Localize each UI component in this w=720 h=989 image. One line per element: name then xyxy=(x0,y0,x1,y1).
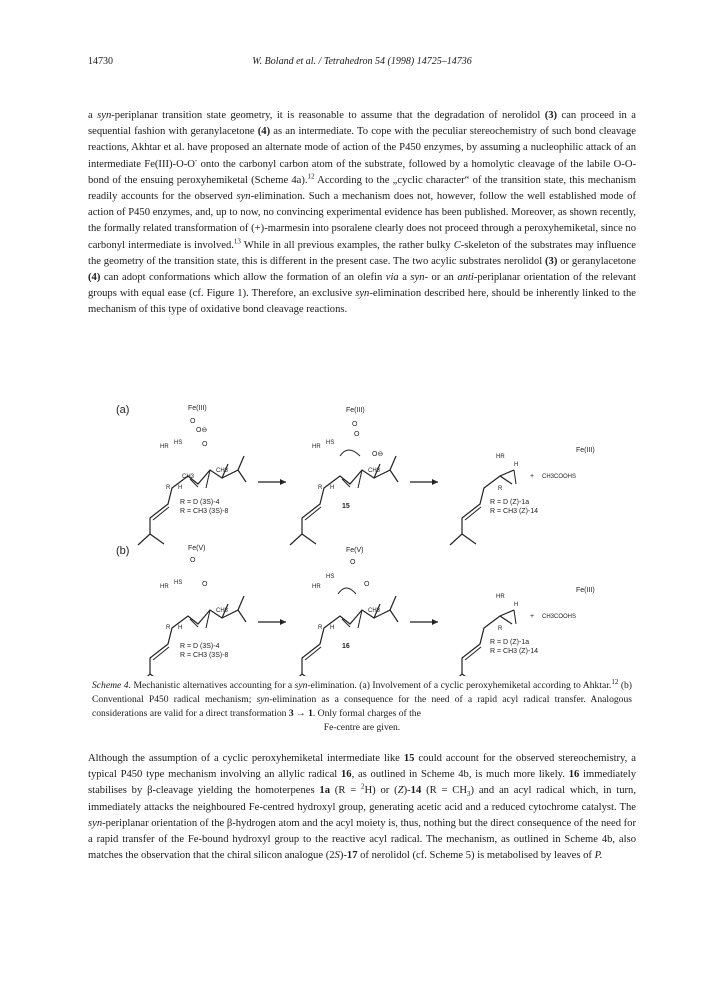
product-b-line2: R = CH3 (Z)-14 xyxy=(490,648,539,655)
substrate-a xyxy=(138,405,246,545)
svg-text:HR: HR xyxy=(160,584,169,590)
svg-text:CH3: CH3 xyxy=(368,608,381,614)
product-a-line2: R = CH3 (Z)-14 xyxy=(490,508,539,515)
svg-text:HS: HS xyxy=(174,440,183,446)
svg-text:H: H xyxy=(178,485,183,491)
body-paragraph-1: a syn-periplanar transition state geometry, it is reasonable to assume that the degradation of nerolidol (3) can proceed in a sequential fashion with geranylacetone (4) as an intermediate. To cope with the peculiar stereochemistry of such bond cleavage reactions, Akhtar et al. have proposed an alternate mode of action of the P450 enzymes, by assuming a nucleophilic attack of an intermediate Fe(III)-O-O- onto the carbonyl carbon atom of the substrate, followed by a homolytic cleavage of the labile O-O-bond of the ensuing peroxyhemiketal (Scheme 4a).$^{12}$ According to the „cyclic character“ of the transition state, this mechanism readily accounts for the observed syn-elimination. Such a mechanism does not, however, follow the well established mode of action of P450 enzymes, and, up to now, no convincing experimental evidence has been published. Moreover, as shown recently, the formally related transformation of (+)-marmesin into psoralene clearly does not proceed through a peroxyhemiketal, since no carbonyl intermediate is involved.$^{13}$ While in all previous examples, the rather bulky C-skeleton of the substrates may influence the geometry of the transition state, this is different in the present case. The two acylic substrates nerolidol (3) or geranylacetone (4) can adopt conformations which allow the formation of an olefin via a syn- or an anti-periplanar orientation of the relevant groups with equal ease (cf. Figure 1). Therefore, an exclusive syn-elimination described here, should be inherently linked to the mechanism of this type of oxidative bond cleavage reactions. xyxy=(88,110,637,316)
scheme-caption: Scheme 4. Mechanistic alternatives accounting for a syn-elimination. (a) Involvement of a cyclic peroxyhemiketal according to Ahktar.$^{12}$ (b) Conventional P450 radical mechanism; syn-elimination as a consequence for the need of a rapid acyl radical transfer. Analogous considerations are valid for a direct transformation 3 → 1. Only formal charges of the Fe-centre are given. xyxy=(92,677,633,733)
svg-text:HR: HR xyxy=(312,444,321,450)
svg-text:O: O xyxy=(354,431,360,438)
svg-text:O: O xyxy=(350,559,356,566)
product-b xyxy=(450,587,595,676)
reaction-scheme-4 xyxy=(110,386,630,676)
product-b-line1: R = D (Z)-1a xyxy=(490,639,530,646)
svg-text:O: O xyxy=(190,418,196,425)
svg-text:O: O xyxy=(202,441,208,448)
svg-text:R: R xyxy=(498,626,503,632)
svg-text:R: R xyxy=(498,486,503,492)
svg-text:O: O xyxy=(364,581,370,588)
svg-text:HR: HR xyxy=(496,594,505,600)
svg-text:CH3: CH3 xyxy=(216,608,229,614)
svg-text:R: R xyxy=(166,625,171,631)
svg-text:R: R xyxy=(166,485,171,491)
svg-text:HR: HR xyxy=(496,454,505,460)
svg-text:R: R xyxy=(318,625,323,631)
svg-text:Fe(III): Fe(III) xyxy=(576,587,595,594)
substrate-a-line1: R = D (3S)-4 xyxy=(180,499,220,506)
svg-text:O⊖: O⊖ xyxy=(372,451,384,458)
svg-text:H: H xyxy=(514,602,519,608)
svg-text:CH3COOHS: CH3COOHS xyxy=(542,614,577,620)
svg-text:Fe(III): Fe(III) xyxy=(576,447,595,454)
body-paragraph-2: Although the assumption of a cyclic peroxyhemiketal intermediate like 15 could account for the observed stereochemistry, a typical P450 type mechanism involving an allylic radical 16, as outlined in Scheme 4b, is much more likely. 16 immediately stabilises by β-cleavage yielding the homoterpenes 1a (R = $^2$H) or (Z)-14 $(R = CH_3)$ and an acyl radical which, in turn, immediately attacks the neighboured Fe-centred hydroxyl group, generating acetic acid and a reduced cytochrome catalyst. The syn-periplanar orientation of the β-hydrogen atom and the acyl moiety is, thus, nothing but the direct consequence of the need for a rapid transfer of the Fe-bound hydroxyl group to the reactive acyl radical. The mechanism, as outlined in Scheme 4b, also matches the observation that the chiral silicon analogue (2S)-17 of nerolidol (cf. Scheme 5) is metabolised by leaves of P. xyxy=(88,753,636,862)
svg-text:HS: HS xyxy=(326,440,335,446)
compound-15: 15 xyxy=(342,503,350,510)
svg-text:H: H xyxy=(330,625,335,631)
citation-13: 13 xyxy=(233,237,241,246)
svg-text:HS: HS xyxy=(174,580,183,586)
running-title: W. Boland et al. / Tetrahedron 54 (1998) 14725–14736 xyxy=(252,56,472,67)
svg-text:CH3COOHS: CH3COOHS xyxy=(542,474,577,480)
svg-text:HS: HS xyxy=(326,574,335,580)
intermediate-16 xyxy=(290,547,398,676)
svg-text:O: O xyxy=(190,557,196,564)
svg-text:Fe(III): Fe(III) xyxy=(346,407,365,414)
svg-text:O⊖: O⊖ xyxy=(196,427,208,434)
svg-text:+: + xyxy=(530,473,535,480)
svg-text:O: O xyxy=(352,421,358,428)
svg-text:HR: HR xyxy=(160,444,169,450)
running-header xyxy=(88,56,636,70)
svg-text:H: H xyxy=(330,485,335,491)
svg-text:Fe(III): Fe(III) xyxy=(188,405,207,412)
label-a: (a) xyxy=(116,404,130,416)
product-a-line1: R = D (Z)-1a xyxy=(490,499,530,506)
compound-16: 16 xyxy=(342,643,350,650)
svg-text:CH3: CH3 xyxy=(182,474,195,480)
svg-text:H: H xyxy=(178,625,183,631)
citation-12: 12 xyxy=(307,172,315,181)
intermediate-15 xyxy=(290,407,398,545)
svg-text:H: H xyxy=(514,462,519,468)
svg-text:Fe(V): Fe(V) xyxy=(188,545,206,552)
substrate-b-line2: R = CH3 (3S)-8 xyxy=(180,652,229,659)
svg-text:HR: HR xyxy=(312,584,321,590)
substrate-a-line2: R = CH3 (3S)-8 xyxy=(180,508,229,515)
svg-text:Fe(V): Fe(V) xyxy=(346,547,364,554)
label-b: (b) xyxy=(116,545,130,557)
substrate-b-line1: R = D (3S)-4 xyxy=(180,643,220,650)
svg-text:R: R xyxy=(318,485,323,491)
svg-text:CH3: CH3 xyxy=(368,468,381,474)
page-number: 14730 xyxy=(88,56,113,67)
svg-text:+: + xyxy=(530,613,535,620)
product-a xyxy=(450,447,595,545)
svg-text:CH3: CH3 xyxy=(216,468,229,474)
svg-text:O: O xyxy=(202,581,208,588)
